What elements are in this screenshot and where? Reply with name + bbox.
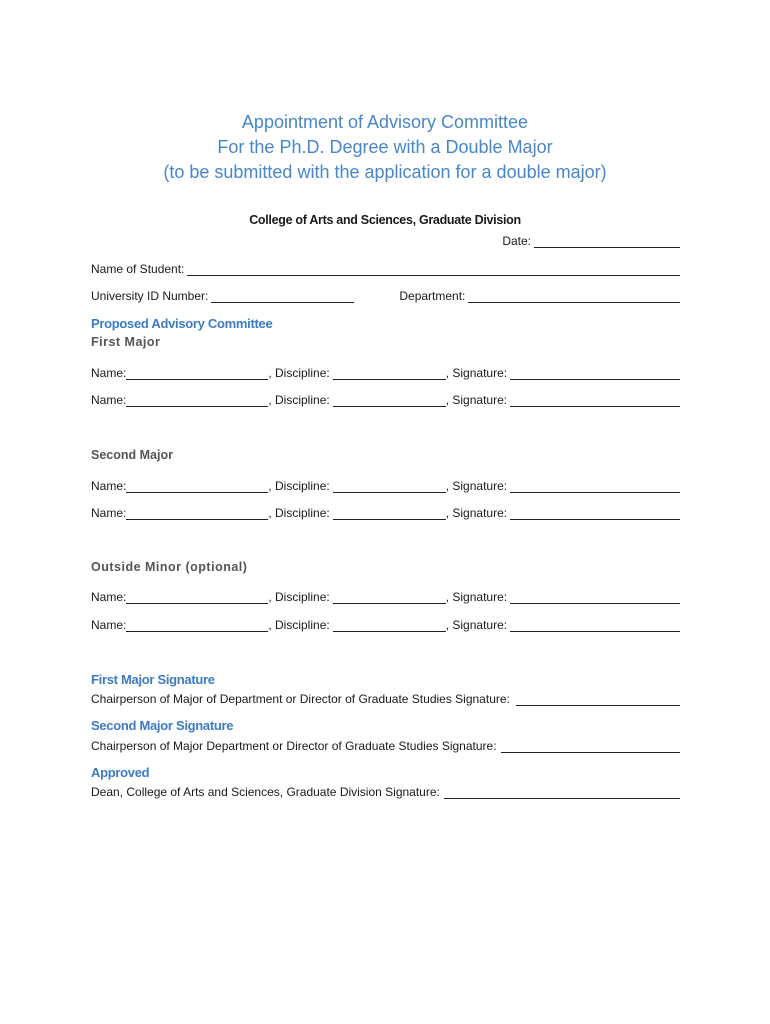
signature-label: , Signature:	[445, 366, 508, 380]
department-label: Department:	[399, 289, 466, 303]
discipline-label: , Discipline:	[268, 393, 330, 407]
date-row	[91, 232, 680, 248]
member-discipline-field[interactable]	[333, 394, 446, 407]
university-id-field[interactable]	[211, 290, 354, 303]
member-name-field[interactable]	[126, 619, 268, 632]
approved-heading: Approved	[91, 765, 150, 780]
member-name-field[interactable]	[126, 367, 268, 380]
member-discipline-field[interactable]	[333, 619, 446, 632]
first-major-signature-label: Chairperson of Major of Department or Director of Graduate Studies Signature:	[91, 692, 510, 706]
department-field[interactable]	[468, 290, 680, 303]
signature-label: , Signature:	[445, 479, 508, 493]
university-id-label: University ID Number:	[91, 289, 209, 303]
name-label: Name:	[91, 393, 127, 407]
title-line-2: For the Ph.D. Degree with a Double Major	[217, 137, 553, 157]
student-name-field[interactable]	[187, 263, 680, 276]
first-major-member-row-2	[91, 391, 680, 407]
form-title	[0, 110, 770, 185]
member-signature-field[interactable]	[510, 480, 680, 493]
signature-label: , Signature:	[445, 590, 508, 604]
member-discipline-field[interactable]	[333, 507, 446, 520]
first-major-heading: First Major	[91, 335, 161, 349]
discipline-label: , Discipline:	[268, 479, 330, 493]
second-major-heading: Second Major	[91, 448, 173, 462]
second-major-signature-heading: Second Major Signature	[91, 718, 234, 733]
student-name-label: Name of Student:	[91, 262, 185, 276]
member-discipline-field[interactable]	[333, 367, 446, 380]
first-major-signature-field[interactable]	[516, 693, 680, 706]
dean-signature-field[interactable]	[444, 786, 680, 799]
second-major-member-row-1	[91, 477, 680, 493]
outside-minor-member-row-1	[91, 588, 680, 604]
name-label: Name:	[91, 366, 127, 380]
member-signature-field[interactable]	[510, 367, 680, 380]
first-major-signature-heading: First Major Signature	[91, 672, 215, 687]
member-name-field[interactable]	[126, 394, 268, 407]
title-line-1: Appointment of Advisory Committee	[241, 112, 529, 132]
name-label: Name:	[91, 479, 127, 493]
student-name-row	[91, 260, 680, 276]
title-line-3: (to be submitted with the application for a double major)	[163, 162, 607, 182]
first-major-member-row-1	[91, 364, 680, 380]
approved-signature-row	[91, 783, 680, 799]
member-name-field[interactable]	[126, 591, 268, 604]
name-label: Name:	[91, 618, 127, 632]
member-discipline-field[interactable]	[333, 591, 446, 604]
signature-label: , Signature:	[445, 506, 508, 520]
college-heading: College of Arts and Sciences, Graduate Division	[249, 213, 521, 227]
name-label: Name:	[91, 590, 127, 604]
member-signature-field[interactable]	[510, 591, 680, 604]
member-signature-field[interactable]	[510, 507, 680, 520]
committee-heading: Proposed Advisory Committee	[91, 316, 273, 331]
id-department-row	[91, 287, 680, 303]
discipline-label: , Discipline:	[268, 618, 330, 632]
member-name-field[interactable]	[126, 480, 268, 493]
discipline-label: , Discipline:	[268, 506, 330, 520]
member-name-field[interactable]	[126, 507, 268, 520]
signature-label: , Signature:	[445, 393, 508, 407]
discipline-label: , Discipline:	[268, 590, 330, 604]
outside-minor-heading: Outside Minor (optional)	[91, 560, 248, 574]
member-signature-field[interactable]	[510, 394, 680, 407]
member-signature-field[interactable]	[510, 619, 680, 632]
signature-label: , Signature:	[445, 618, 508, 632]
dean-signature-label: Dean, College of Arts and Sciences, Graduate Division Signature:	[91, 785, 440, 799]
second-major-member-row-2	[91, 504, 680, 520]
member-discipline-field[interactable]	[333, 480, 446, 493]
second-major-signature-field[interactable]	[501, 740, 680, 753]
second-major-signature-label: Chairperson of Major Department or Director of Graduate Studies Signature:	[91, 739, 497, 753]
first-major-signature-row	[91, 690, 680, 706]
date-label: Date:	[502, 234, 531, 248]
name-label: Name:	[91, 506, 127, 520]
second-major-signature-row	[91, 737, 680, 753]
date-field[interactable]	[534, 235, 680, 248]
outside-minor-member-row-2	[91, 616, 680, 632]
discipline-label: , Discipline:	[268, 366, 330, 380]
